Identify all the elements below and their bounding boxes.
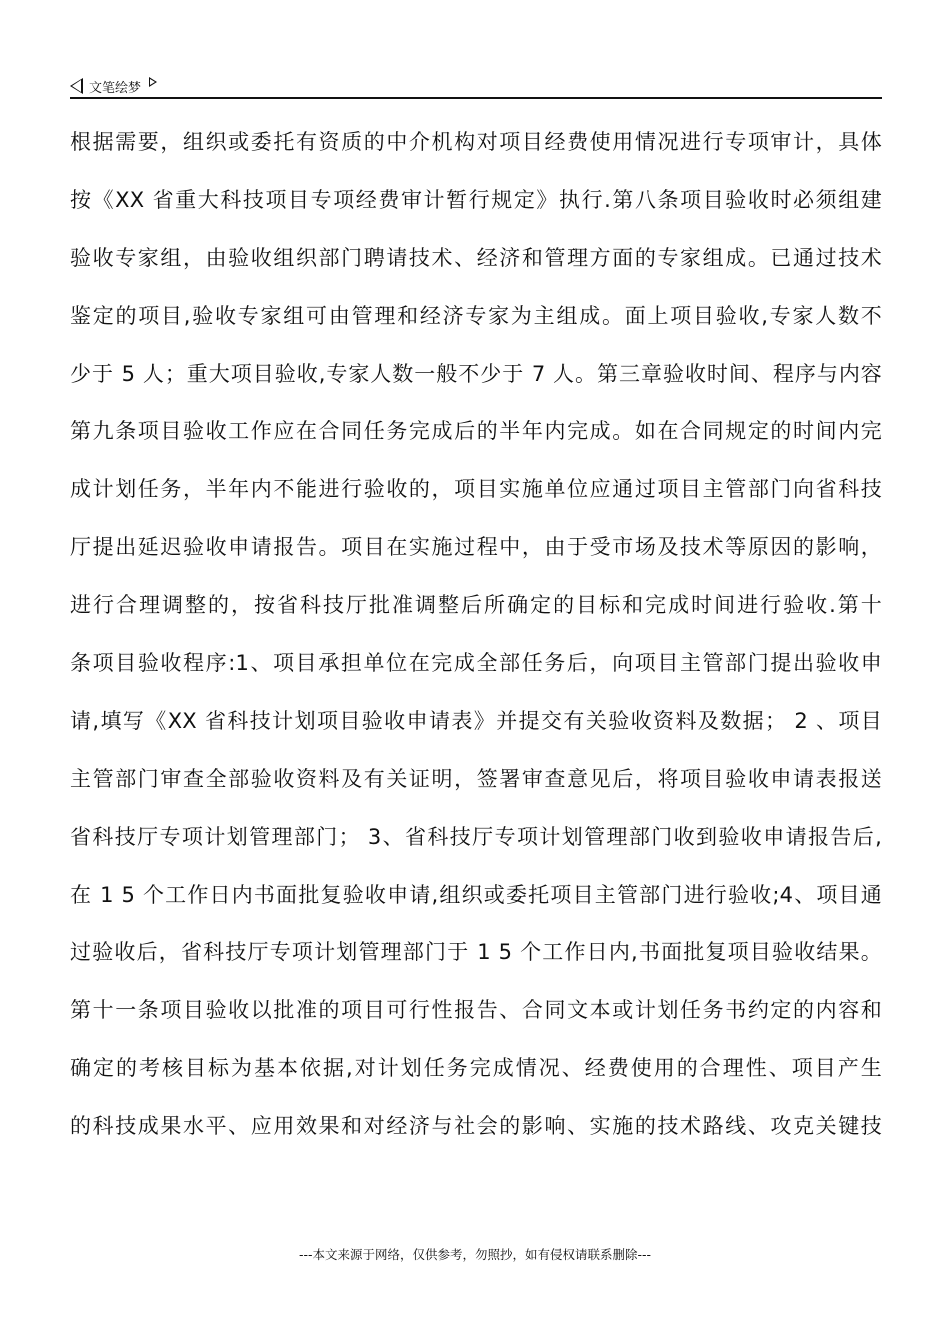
header-divider [70, 97, 882, 99]
document-body [70, 118, 882, 1160]
text-line: 进行合理调整的，按省科技厅批准调整后所确定的目标和完成时间进行验收.第十 [70, 593, 882, 618]
triangle-left-icon [70, 78, 83, 94]
text-line: 成计划任务，半年内不能进行验收的，项目实施单位应通过项目主管部门向省科技 [70, 477, 882, 502]
text-line: 过验收后，省科技厅专项计划管理部门于 1 5 个工作日内,书面批复项目验收结果。 [70, 940, 882, 965]
text-line: 的科技成果水平、应用效果和对经济与社会的影响、实施的技术路线、攻克关键技 [70, 1114, 882, 1139]
text-line: 根据需要，组织或委托有资质的中介机构对项目经费使用情况进行专项审计，具体 [70, 130, 882, 154]
triangle-right-icon [149, 77, 157, 87]
text-line: 按《XX 省重大科技项目专项经费审计暂行规定》执行.第八条项目验收时必须组建 [70, 187, 882, 212]
header-title: 文笔绘梦 [89, 80, 142, 96]
text-line: 在 1 5 个工作日内书面批复验收申请,组织或委托项目主管部门进行验收;4、项目通 [70, 882, 882, 907]
text-line: 省科技厅专项计划管理部门； 3、省科技厅专项计划管理部门收到验收申请报告后, [70, 824, 882, 849]
text-line: 请,填写《XX 省科技计划项目验收申请表》并提交有关验收资料及数据； 2 、项目 [70, 708, 882, 733]
page-footer: ---本文来源于网络，仅供参考，勿照抄，如有侵权请联系删除--- [298, 1247, 652, 1262]
text-line: 第九条项目验收工作应在合同任务完成后的半年内完成。如在合同规定的时间内完 [70, 419, 882, 444]
text-line: 确定的考核目标为基本依据,对计划任务完成情况、经费使用的合理性、项目产生 [70, 1056, 882, 1081]
text-line: 少于 5 人；重大项目验收,专家人数一般不少于 7 人。第三章验收时间、程序与内容 [70, 361, 882, 386]
text-line: 第十一条项目验收以批准的项目可行性报告、合同文本或计划任务书约定的内容和 [70, 998, 882, 1023]
page-header [70, 74, 882, 98]
text-line: 厅提出延迟验收申请报告。项目在实施过程中，由于受市场及技术等原因的影响， [70, 535, 882, 560]
text-line: 验收专家组，由验收组织部门聘请技术、经济和管理方面的专家组成。已通过技术 [70, 245, 882, 270]
text-line: 条项目验收程序:1、项目承担单位在完成全部任务后，向项目主管部门提出验收申 [70, 651, 882, 676]
text-line: 主管部门审查全部验收资料及有关证明，签署审查意见后，将项目验收申请表报送 [70, 766, 882, 791]
text-line: 鉴定的项目,验收专家组可由管理和经济专家为主组成。面上项目验收,专家人数不 [70, 303, 882, 328]
